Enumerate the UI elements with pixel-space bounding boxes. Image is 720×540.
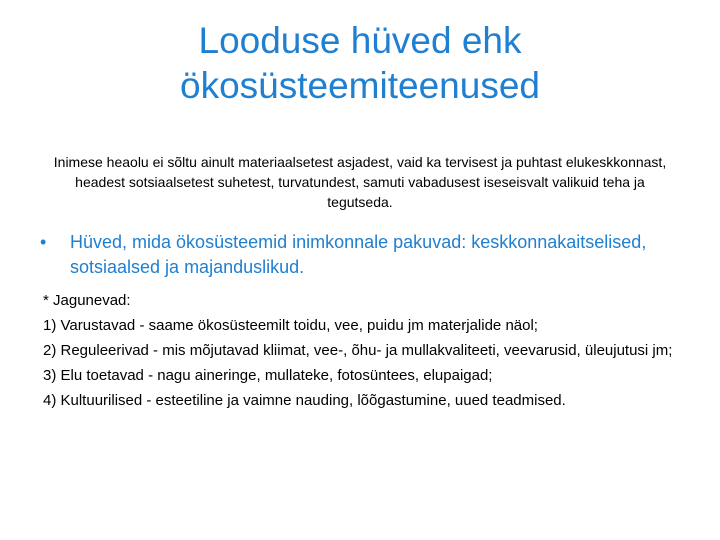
slide-title-line-2: ökosüsteemiteenused [180, 65, 540, 106]
slide-title [60, 18, 660, 108]
services-list [43, 289, 698, 414]
list-item: * Jagunevad: [43, 292, 131, 309]
list-item: 4) Kultuurilised - esteetiline ja vaimne nauding, lõõgastumine, uued teadmised. [43, 392, 566, 409]
list-item: 1) Varustavad - saame ökosüsteemilt toidu, vee, puidu jm materjalide näol; [43, 317, 538, 334]
intro-paragraph: Inimese heaolu ei sõltu ainult materiaalsetest asjadest, vaid ka tervisest ja puhtast elukeskkonnast, headest sotsiaalsetest suhetest, turvatundest, samuti vabadusest iseseisvalt valikuid teha ja tegutseda. [53, 154, 667, 210]
list-item: 2) Reguleerivad - mis mõjutavad kliimat, vee-, õhu- ja mullakvaliteeti, veevarusid, üleujutusi jm; [43, 342, 673, 359]
bullet-point [40, 230, 690, 280]
bullet-text: Hüved, mida ökosüsteemid inimkonnale pakuvad: keskkonnakaitselised, sotsiaalsed ja majanduslikud. [70, 232, 647, 277]
slide-title-line-1: Looduse hüved ehk [198, 20, 522, 61]
bullet-marker: • [40, 232, 47, 252]
list-item: 3) Elu toetavad - nagu aineringe, mullateke, fotosüntees, elupaigad; [43, 367, 493, 384]
